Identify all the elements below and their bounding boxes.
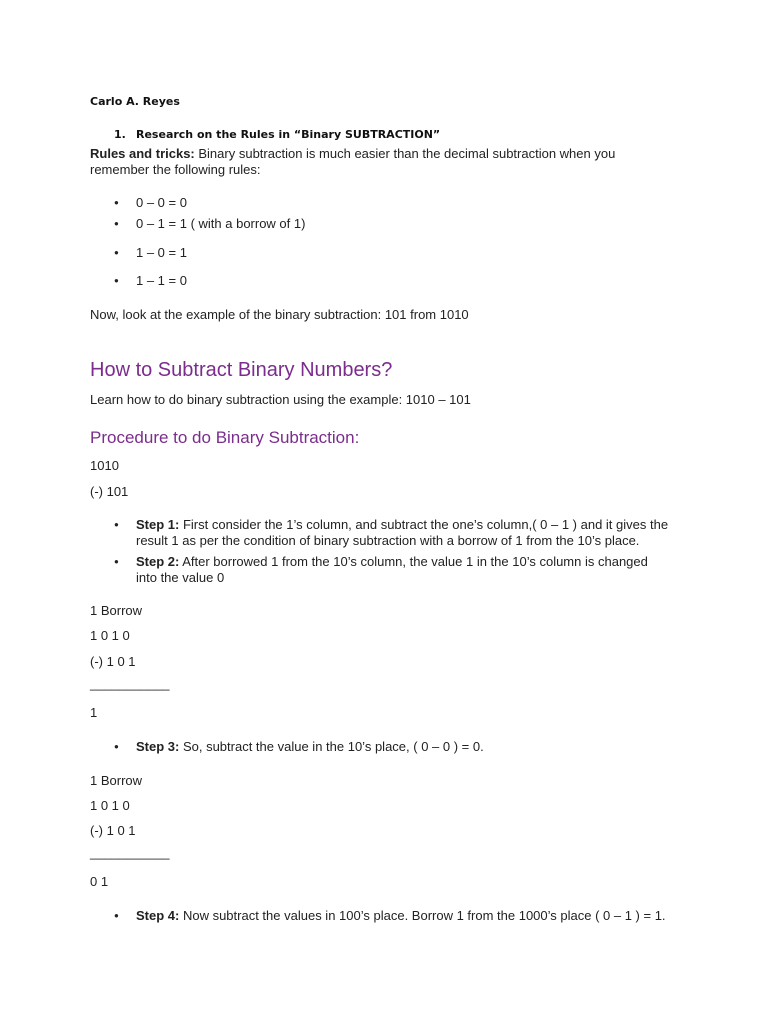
problem-minuend: 1010: [90, 458, 119, 473]
bullet-icon: ●: [114, 742, 119, 751]
rule-item: 1 – 1 = 0: [136, 273, 187, 288]
work2-result: 0 1: [90, 874, 109, 889]
bullet-icon: ●: [114, 911, 119, 920]
bullet-icon: ●: [114, 198, 119, 207]
bullet-icon: ●: [114, 276, 119, 285]
rules-intro-line1: [90, 146, 615, 162]
work1-result: 1: [90, 705, 98, 720]
step-label: Step 2:: [136, 554, 180, 569]
example-intro: Now, look at the example of the binary subtraction: 101 from 1010: [90, 307, 469, 322]
step-1: [136, 517, 668, 533]
rule-item: 1 – 0 = 1: [136, 245, 187, 260]
heading-procedure: Procedure to do Binary Subtraction:: [90, 428, 360, 447]
work2-rule: ___________: [90, 845, 170, 860]
bullet-icon: ●: [114, 557, 119, 566]
step-label: Step 4:: [136, 908, 180, 923]
work2-borrow: 1 Borrow: [90, 773, 143, 788]
work1-rule: ___________: [90, 676, 170, 691]
work1-borrow: 1 Borrow: [90, 603, 143, 618]
step-text: Now subtract the values in 100’s place. Borrow 1 from the 1000’s place ( 0 – 1 ) = 1.: [179, 908, 666, 923]
bullet-icon: ●: [114, 248, 119, 257]
bullet-icon: ●: [114, 520, 119, 529]
author-name: Carlo A. Reyes: [90, 95, 180, 108]
step-2: [136, 554, 648, 570]
learn-text: Learn how to do binary subtraction using the example: 1010 – 101: [90, 392, 471, 407]
rules-intro-text: Binary subtraction is much easier than the decimal subtraction when you: [194, 146, 616, 161]
step-4: [136, 908, 666, 924]
step-text: So, subtract the value in the 10’s place, ( 0 – 0 ) = 0.: [179, 739, 484, 754]
step-2-continued: into the value 0: [136, 570, 225, 585]
bullet-icon: ●: [114, 219, 119, 228]
step-label: Step 3:: [136, 739, 180, 754]
task-title: Research on the Rules in “Binary SUBTRACTION”: [136, 128, 441, 141]
step-text: First consider the 1’s column, and subtract the one’s column,( 0 – 1 ) and it gives the: [179, 517, 669, 532]
rule-item: 0 – 1 = 1 ( with a borrow of 1): [136, 216, 306, 231]
work1-subtrahend: (-) 1 0 1: [90, 654, 136, 669]
step-text: After borrowed 1 from the 10’s column, the value 1 in the 10’s column is changed: [179, 554, 648, 569]
problem-subtrahend: (-) 101: [90, 484, 129, 499]
rule-item: 0 – 0 = 0: [136, 195, 187, 210]
step-3: [136, 739, 484, 755]
step-1-continued: result 1 as per the condition of binary subtraction with a borrow of 1 from the 10’s place.: [136, 533, 640, 548]
rules-intro-line2: remember the following rules:: [90, 162, 261, 177]
work2-subtrahend: (-) 1 0 1: [90, 823, 136, 838]
work2-minuend: 1 0 1 0: [90, 798, 130, 813]
step-label: Step 1:: [136, 517, 180, 532]
task-number: 1.: [114, 128, 126, 141]
heading-how-to-subtract: How to Subtract Binary Numbers?: [90, 359, 393, 381]
work1-minuend: 1 0 1 0: [90, 628, 130, 643]
rules-intro-label: Rules and tricks:: [90, 146, 195, 161]
